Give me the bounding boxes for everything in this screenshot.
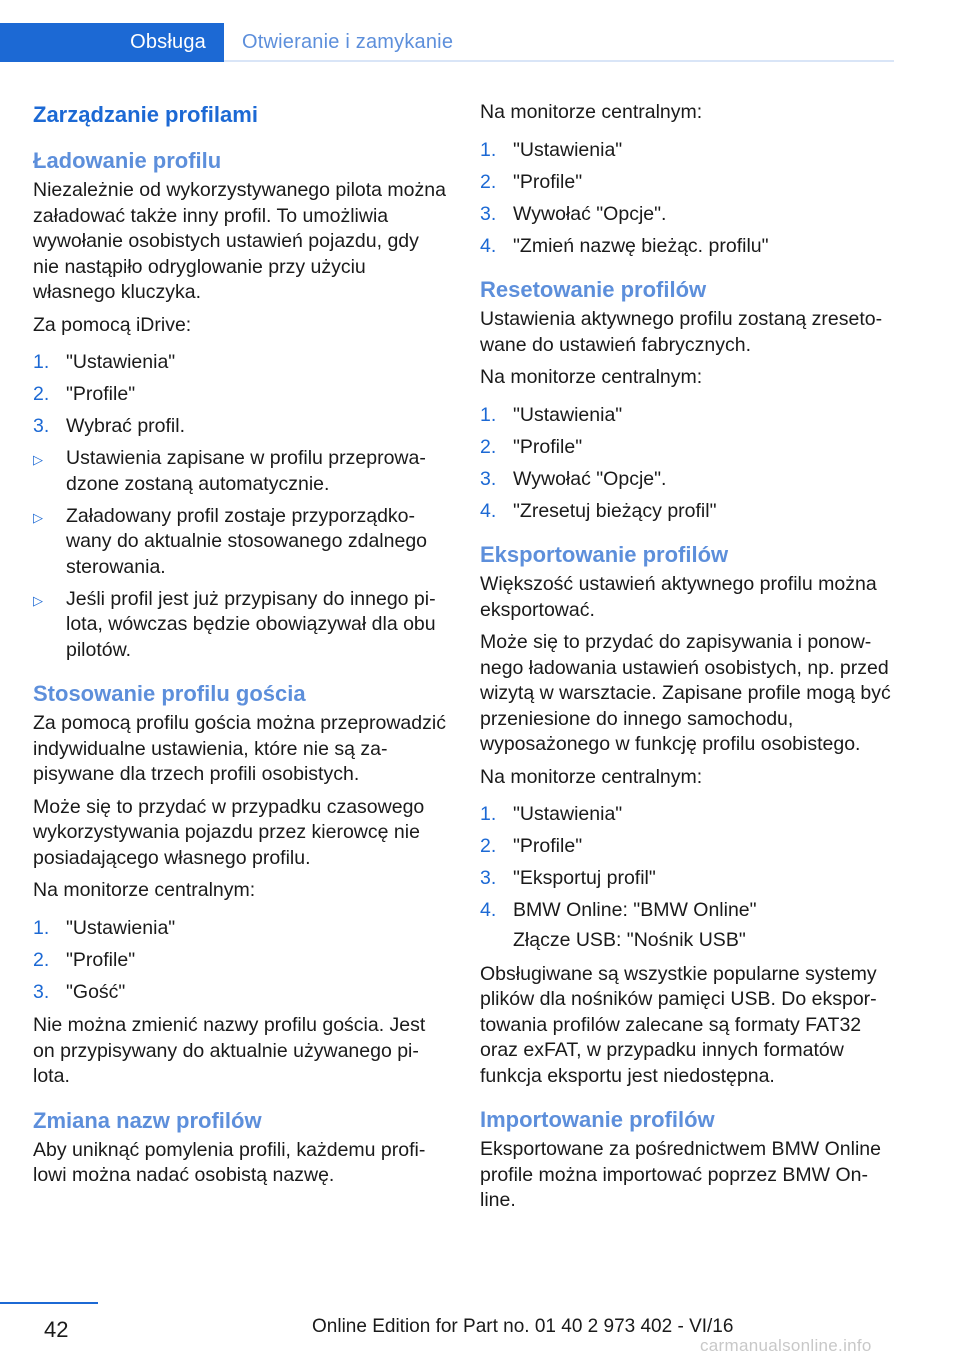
step-number: 3.: [480, 467, 497, 490]
paragraph: Na monitorze centralnym:: [480, 366, 703, 388]
paragraph: Nie można zmienić nazwy profilu gościa. Jest on przypisywany do aktualnie używanego pilota.: [33, 1014, 426, 1087]
heading-load-profile: Ładowanie profilu: [33, 148, 222, 173]
list-item: [480, 234, 894, 260]
paragraph: Obsługiwane są wszystkie popularne systemy plików dla nośników pamięci USB. Do eksportowania profilów zalecane są formaty FAT32 oraz exFAT, w przypadku innych formatów funkcja eksportu jest niedostępna.: [480, 962, 877, 1087]
step-subtext: Złącze USB: "Nośnik USB": [513, 929, 746, 951]
edition-text: Online Edition for Part no. 01 40 2 973 402 - VI/16: [312, 1316, 734, 1337]
list-item: [480, 403, 894, 429]
list-item: [480, 802, 894, 828]
paragraph: Większość ustawień aktywnego profilu można eksportować.: [480, 573, 877, 621]
list-item: [33, 980, 447, 1006]
step-text: Wybrać profil.: [66, 415, 186, 437]
paragraph: Na monitorze centralnym:: [480, 101, 703, 123]
list-item: [33, 382, 447, 408]
paragraph: Może się to przydać w przypadku czasowego wykorzystywania pojazdu przez kierowcę nie posiadającego własnego profilu.: [33, 795, 425, 869]
step-text: "Ustawienia": [513, 803, 623, 825]
step-number: 4.: [480, 899, 497, 921]
bullet-item: [33, 504, 447, 581]
paragraph: Ustawienia aktywnego profilu zostaną zresetowane do ustawień fabrycznych.: [480, 308, 883, 356]
list-item: [480, 202, 894, 228]
steps-list: [33, 350, 447, 663]
steps-list: [480, 138, 894, 260]
step-number: 2.: [33, 948, 50, 971]
steps-list: [480, 802, 894, 954]
bullet-item: [33, 587, 447, 664]
list-item: [480, 499, 894, 525]
list-item: [33, 350, 447, 376]
triangle-right-icon: ▷: [33, 509, 43, 525]
heading-guest-profile: Stosowanie profilu gościa: [33, 681, 306, 706]
page-title: Zarządzanie profilami: [33, 102, 258, 127]
triangle-right-icon: ▷: [33, 452, 43, 467]
step-number: 1.: [33, 351, 50, 373]
section-tab-otwieranie[interactable]: Otwieranie i zamykanie: [242, 31, 454, 53]
heading-reset-profiles: Resetowanie profilów: [480, 277, 707, 302]
bullet-text: Załadowany profil zostaje przyporządkowany do aktualnie stosowanego zdalnego sterowania.: [66, 504, 428, 578]
steps-list: [480, 403, 894, 525]
step-number: 3.: [480, 202, 497, 225]
footer-divider: [0, 1302, 98, 1304]
list-item: [33, 948, 447, 974]
list-item: [480, 467, 894, 493]
step-text: "Zmień nazwę bieżąc. profilu": [513, 234, 769, 257]
list-item: [480, 866, 894, 892]
bullet-text: Jeśli profil jest już przypisany do innego pilota, wówczas będzie obowiązywał dla obu pilotów.: [66, 587, 436, 661]
steps-list: [33, 916, 447, 1006]
paragraph: Na monitorze centralnym:: [33, 879, 256, 901]
step-text: "Profile": [66, 948, 136, 971]
bullet-text: Ustawienia zapisane w profilu przeprowadzone zostaną automatycznie.: [66, 447, 426, 495]
list-item: [480, 170, 894, 196]
step-number: 4.: [480, 499, 497, 522]
paragraph: Za pomocą profilu gościa można przeprowadzić indywidualne ustawienia, które nie są zapisywane dla trzech profili osobistych.: [33, 712, 446, 785]
step-number: 2.: [480, 835, 497, 857]
step-text: "Ustawienia": [513, 138, 623, 161]
paragraph: Aby uniknąć pomylenia profili, każdemu profilowi można nadać osobistą nazwę.: [33, 1138, 426, 1186]
step-text: "Profile": [513, 170, 583, 193]
list-item: [480, 435, 894, 461]
step-text: "Eksportuj profil": [513, 867, 656, 889]
step-text: Wywołać "Opcje".: [513, 202, 667, 225]
heading-rename-profiles: Zmiana nazw profilów: [33, 1107, 262, 1133]
step-text: "Ustawienia": [513, 403, 623, 426]
paragraph: Niezależnie od wykorzystywanego pilota można załadować także inny profil. To umożliwia wywołanie osobistych ustawień pojazdu, gdy nie nastąpiło odryglowanie przy użyciu własnego kluczyka.: [33, 179, 446, 303]
step-number: 1.: [480, 803, 497, 825]
header-divider: [224, 60, 894, 62]
step-number: 3.: [33, 415, 50, 437]
list-item: [480, 138, 894, 164]
list-item: [480, 834, 894, 860]
list-item: [33, 414, 447, 440]
step-number: 4.: [480, 234, 497, 257]
step-text: "Profile": [66, 383, 136, 405]
watermark: carmanualsonline.info: [700, 1336, 872, 1355]
paragraph: Może się to przydać do zapisywania i ponownego ładowania ustawień osobistych, np. przed wizytą w warsztacie. Zapisane profile mogą być przeniesione do innego samochodu, wyposażonego w funkcję profilu osobistego.: [480, 631, 891, 755]
section-tab-obsluga[interactable]: Obsługa: [0, 23, 224, 62]
step-number: 1.: [33, 916, 50, 939]
step-text: Wywołać "Opcje".: [513, 467, 667, 490]
paragraph: Eksportowane za pośrednictwem BMW Online profile można importować poprzez BMW Online.: [480, 1138, 881, 1211]
paragraph: Na monitorze centralnym:: [480, 765, 703, 788]
step-number: 2.: [33, 383, 50, 405]
step-number: 2.: [480, 435, 497, 458]
step-number: 3.: [480, 867, 497, 889]
left-column: [33, 100, 447, 1196]
list-item: [480, 898, 894, 924]
page-header: [0, 0, 960, 62]
bullet-item: [33, 446, 447, 497]
step-text: "Profile": [513, 835, 583, 857]
step-text: "Zresetuj bieżący profil": [513, 499, 717, 522]
step-text: BMW Online: "BMW Online": [513, 899, 757, 921]
heading-export-profiles: Eksportowanie profilów: [480, 542, 729, 567]
step-text: "Gość": [66, 980, 126, 1003]
heading-import-profiles: Importowanie profilów: [480, 1107, 715, 1132]
page-number: 42: [44, 1317, 69, 1342]
step-text: "Ustawienia": [66, 916, 176, 939]
step-number: 3.: [33, 980, 50, 1003]
triangle-right-icon: ▷: [33, 592, 43, 608]
paragraph: Za pomocą iDrive:: [33, 313, 192, 336]
step-number: 1.: [480, 403, 497, 426]
step-text: "Ustawienia": [66, 351, 176, 373]
step-number: 1.: [480, 138, 497, 161]
list-item: [33, 916, 447, 942]
right-column: [480, 100, 894, 1221]
step-number: 2.: [480, 170, 497, 193]
step-text: "Profile": [513, 435, 583, 458]
